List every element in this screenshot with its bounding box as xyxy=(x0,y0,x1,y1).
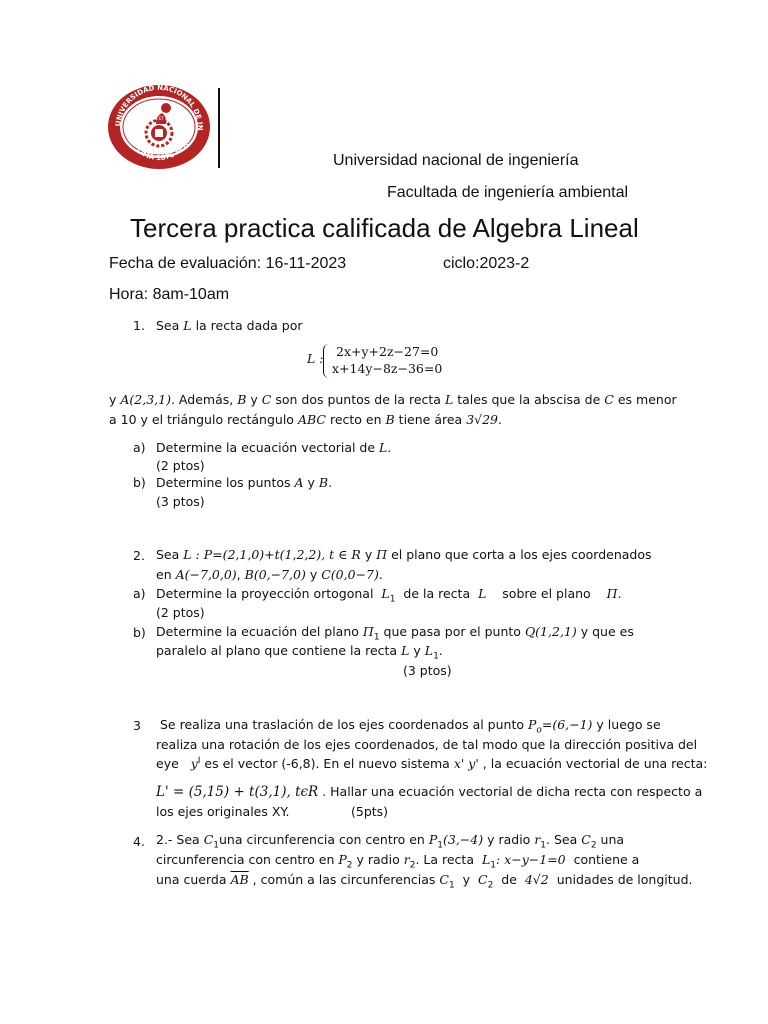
subquestion-text: Determine la proyección ortogonal $L_1$ de la recta L sobre el plano Π. xyxy=(156,586,622,605)
system-brace xyxy=(323,344,332,378)
subquestion-label: b) xyxy=(133,475,146,490)
hour-label: Hora: 8am-10am xyxy=(109,286,230,303)
evaluation-date: Fecha de evaluación: 16-11-2023 xyxy=(109,255,347,272)
equation-2: x+14y−8z−36=0 xyxy=(332,361,443,376)
question-number: 4. xyxy=(133,834,145,849)
svg-text:SCIENTIA ET LABOR: SCIENTIA ET LABOR xyxy=(139,116,179,121)
statement-line-2: circunferencia con centro en $P_2$ y radio $r_2$. La recta $L_1$: x−y−1=0 contiene a xyxy=(156,852,640,871)
equation-1: 2x+y+2z−27=0 xyxy=(336,344,439,359)
subquestion-text: Determine la ecuación del plano $\Pi_1$ que pasa por el punto Q(1,2,1) y que es xyxy=(156,624,634,643)
university-seal xyxy=(106,84,212,170)
university-name: Universidad nacional de ingeniería xyxy=(333,152,579,169)
subquestion-text: Determine la ecuación vectorial de L. xyxy=(156,440,392,455)
subquestion-label: b) xyxy=(133,625,146,640)
statement-line-1: Se realiza una traslación de los ejes coordenados al punto $P_o=(6,-1)$ y luego se xyxy=(160,717,661,736)
statement-line-2: a 10 y el triángulo rectángulo ABC recto en B tiene área 3√29. xyxy=(109,412,502,427)
svg-text:UNIVERSIDAD NACIONAL DE INGENI: UNIVERSIDAD NACIONAL DE IN xyxy=(114,84,205,131)
subquestion-label: a) xyxy=(133,586,146,601)
statement-line-2: realiza una rotación de los ejes coordenados, de tal modo que la dirección positiva del xyxy=(156,737,698,752)
svg-text:LIMA 1876 PERU: LIMA 1876 PERU xyxy=(134,136,193,163)
statement-line-5: los ejes originales XY. xyxy=(156,804,290,819)
system-label: L : xyxy=(307,351,324,366)
statement-line-1: 2.- Sea $C_1una$ circunferencia con centro en $P_1(3,-4)$ y radio $r_1$. Sea $C_2$ una xyxy=(156,832,625,851)
points-label: (2 ptos) xyxy=(156,458,205,473)
points-label: (5pts) xyxy=(351,804,389,819)
subquestion-label: a) xyxy=(133,440,146,455)
question-number: 1. xyxy=(133,318,145,333)
question-intro: Sea L la recta dada por xyxy=(156,318,303,333)
faculty-name: Facultada de ingeniería ambiental xyxy=(387,184,629,201)
points-label: (2 ptos) xyxy=(156,605,205,620)
statement-line-2: en A(−7,0,0), B(0,−7,0) y C(0,0−7). xyxy=(156,567,383,582)
question-number: 3 xyxy=(133,718,141,733)
statement-line-3: eye $y^I$ es el vector (-6,8). En el nuevo sistema x' y' , la ecuación vectorial de una recta: xyxy=(156,756,708,772)
header-divider xyxy=(218,88,220,168)
cycle-label: ciclo:2023-2 xyxy=(443,255,530,272)
points-label: (3 ptos) xyxy=(403,663,452,678)
points-label: (3 ptos) xyxy=(156,494,205,509)
subquestion-text-continued: paralelo al plano que contiene la recta L y $L_1$. xyxy=(156,643,443,662)
question-number: 2. xyxy=(133,548,145,563)
statement-line-1: y A(2,3,1). Además, B y C son dos puntos de la recta L tales que la abscisa de C es menor xyxy=(109,392,677,407)
statement-line-3: una cuerda $\overline{AB}$ , común a las circunferencias $C_1$ y $C_2$ de 4√2 unidades de longitud. xyxy=(156,872,693,891)
page-title: Tercera practica calificada de Algebra Lineal xyxy=(130,213,639,243)
statement-line-4: L' = (5,15) + t(3,1), tϵR . Hallar una ecuación vectorial de dicha recta con respecto a xyxy=(156,784,703,800)
statement-line-1: Sea L : P=(2,1,0)+t(1,2,2), t ∈ R y Π el plano que corta a los ejes coordenados xyxy=(156,547,652,562)
subquestion-text: Determine los puntos A y B. xyxy=(156,475,333,490)
